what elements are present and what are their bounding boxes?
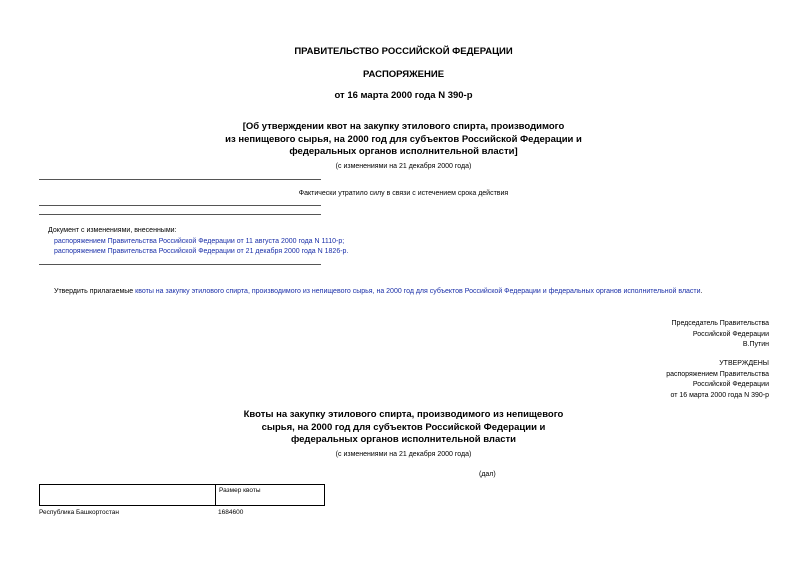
divider	[39, 264, 321, 265]
approval-line: от 16 марта 2000 года N 390-р	[670, 391, 769, 399]
body-prefix: Утвердить прилагаемые	[54, 288, 134, 295]
approval-line: УТВЕРЖДЕНЫ	[719, 360, 769, 367]
unit-label: (дал)	[479, 471, 496, 478]
signature-line: В.Путин	[742, 341, 769, 348]
quotas-title	[0, 409, 807, 447]
signature-block	[672, 319, 769, 351]
amend-note: (с изменениями на 21 декабря 2000 года)	[335, 163, 472, 170]
approval-block	[666, 359, 769, 401]
quotas-title-line: федеральных органов исполнительной власти	[290, 434, 517, 445]
doc-type: РАСПОРЯЖЕНИЕ	[362, 69, 445, 80]
body-paragraph	[54, 288, 703, 295]
approval-line: распоряжением Правительства	[666, 370, 769, 378]
doc-title	[0, 121, 807, 159]
quotas-title-line: Квоты на закупку этилового спирта, производимого из непищевого	[243, 409, 564, 420]
change-link-2[interactable]: распоряжением Правительства Российской Федерации от 21 декабря 2000 года N 1826-р.	[54, 248, 349, 255]
table-cell-region: Республика Башкортостан	[39, 509, 119, 516]
change-link-1[interactable]: распоряжением Правительства Российской Федерации от 11 августа 2000 года N 1110-р;	[54, 238, 345, 245]
changes-intro: Документ с изменениями, внесенными:	[48, 227, 177, 234]
table-header	[39, 484, 325, 506]
status-note: Фактически утратило силу в связи с истечением срока действия	[298, 190, 509, 197]
table-column-divider	[215, 485, 216, 505]
divider	[39, 214, 321, 215]
approval-line: Российской Федерации	[692, 381, 769, 388]
doc-title-line: из непищевого сырья, на 2000 год для субъектов Российской Федерации и	[225, 133, 582, 145]
table-cell-quota: 1684600	[218, 509, 244, 516]
doc-date-number: от 16 марта 2000 года N 390-р	[334, 90, 473, 101]
divider	[39, 205, 321, 206]
quotas-link[interactable]: квоты на закупку этилового спирта, производимого из непищевого сырья, на 2000 год для субъектов Российской Федерации и федеральных органов исполнительной власти	[135, 288, 701, 295]
signature-line: Председатель Правительства	[671, 320, 769, 327]
doc-title-line: [Об утверждении квот на закупку этилового спирта, производимого	[242, 121, 565, 132]
divider	[39, 179, 321, 180]
quotas-amend-note: (с изменениями на 21 декабря 2000 года)	[335, 451, 472, 458]
quotas-title-line: сырья, на 2000 год для субъектов Российской Федерации и	[261, 421, 546, 433]
signature-line: Российской Федерации	[692, 330, 769, 338]
gov-heading: ПРАВИТЕЛЬСТВО РОССИЙСКОЙ ФЕДЕРАЦИИ	[294, 46, 513, 57]
doc-title-line: федеральных органов исполнительной власти]	[289, 146, 518, 157]
body-suffix: .	[700, 288, 703, 295]
table-header-cell: Размер квоты	[219, 487, 261, 494]
